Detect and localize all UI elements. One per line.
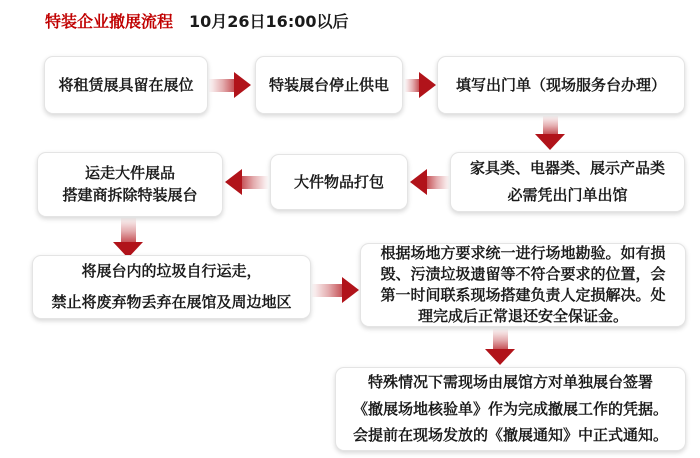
flow-step-9-line2: 《撤展场地核验单》作为完成撤展工作的凭据。 bbox=[352, 399, 668, 418]
arrow-right-step1-step2-icon bbox=[209, 72, 251, 98]
flow-step-4-line2: 必需凭出门单出馆 bbox=[507, 186, 628, 204]
flow-step-6-line2: 搭建商拆除特装展台 bbox=[62, 185, 198, 204]
arrow-down-step8-step9-icon bbox=[485, 329, 515, 365]
flow-step-8-line1: 根据场地方要求统一进行场地勘验。如有损 bbox=[380, 244, 666, 262]
flow-step-5-text: 大件物品打包 bbox=[293, 172, 384, 191]
flow-step-1 bbox=[44, 56, 208, 114]
flow-step-3-text: 填写出门单（现场服务台办理） bbox=[455, 75, 666, 94]
arrow-left-step5-step6-icon bbox=[225, 169, 268, 195]
flow-step-4-line1: 家具类、电器类、展示产品类 bbox=[469, 159, 665, 177]
page-title bbox=[45, 9, 348, 32]
arrow-down-step6-step7-icon bbox=[113, 218, 143, 258]
flow-step-8-line3: 第一时间联系现场搭建负责人定损解决。处 bbox=[380, 286, 666, 304]
arrow-right-step7-step8-icon bbox=[312, 277, 359, 303]
flow-step-2-text: 特装展台停止供电 bbox=[268, 75, 389, 94]
flow-step-8-line4: 理完成后正常退还安全保证金。 bbox=[417, 307, 628, 325]
flow-step-2 bbox=[255, 56, 403, 114]
flow-time-note: 10月26日16:00以后 bbox=[189, 12, 349, 31]
flow-step-8 bbox=[360, 243, 686, 327]
flow-step-5 bbox=[270, 154, 408, 210]
arrow-down-step3-step4-icon bbox=[535, 116, 565, 150]
flow-step-9-line3: 会提前在现场发放的《撤展通知》中正式通知。 bbox=[352, 426, 668, 445]
flow-step-7-line2: 禁止将废弃物丢弃在展馆及周边地区 bbox=[51, 293, 292, 311]
flow-title: 特装企业撤展流程 bbox=[45, 12, 174, 31]
flow-step-7 bbox=[32, 255, 311, 319]
arrow-left-step4-step5-icon bbox=[410, 169, 449, 195]
flow-step-4 bbox=[450, 152, 685, 212]
flow-step-9-line1: 特殊情况下需现场由展馆方对单独展台签署 bbox=[367, 372, 653, 391]
flow-step-7-line1: 将展台内的垃圾自行运走， bbox=[81, 262, 262, 281]
flow-step-1-text: 将租赁展具留在展位 bbox=[58, 75, 194, 94]
flow-step-3 bbox=[437, 56, 685, 114]
flow-step-6-line1: 运走大件展品 bbox=[84, 163, 175, 182]
flow-step-9 bbox=[335, 367, 686, 451]
flow-step-8-line2: 毁、污渍垃圾遗留等不符合要求的位置，会 bbox=[380, 265, 666, 283]
flow-step-6 bbox=[37, 152, 223, 217]
arrow-right-step2-step3-icon bbox=[405, 72, 436, 98]
